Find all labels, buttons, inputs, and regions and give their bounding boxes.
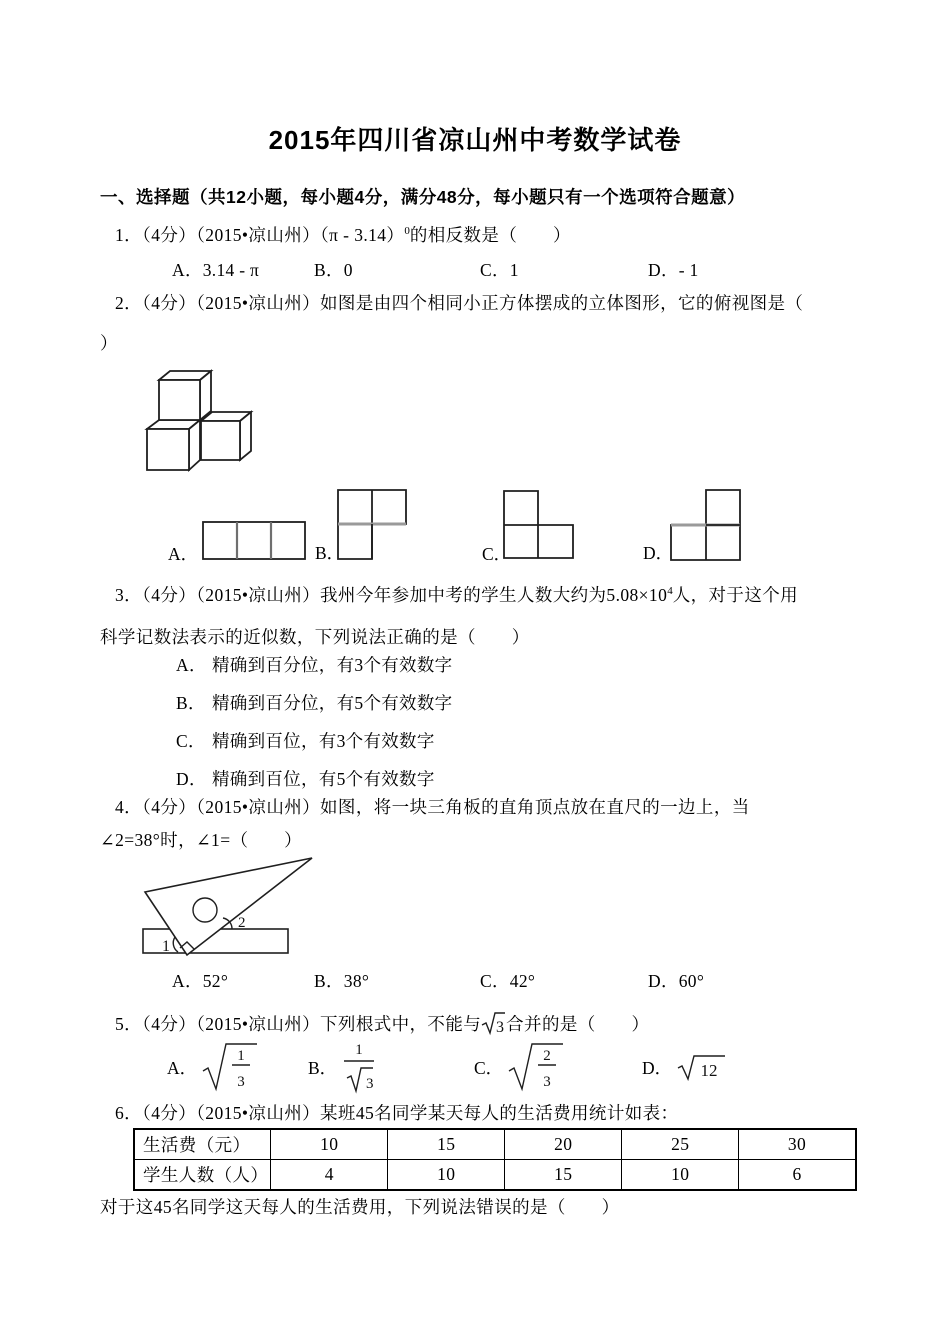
exponent: 0 [404,225,410,238]
table-cell: 15 [505,1160,622,1191]
svg-text:3: 3 [366,1076,374,1092]
q5-option-a: A． 1 3 [167,1038,259,1096]
cube-stack-figure [135,360,260,475]
svg-text:3: 3 [543,1074,551,1090]
question-4-stem-line1: 4．（4分）（2015•凉山州）如图，将一块三角板的直角顶点放在直尺的一边上，当 [115,797,750,817]
q5-option-c: C． 2 3 [474,1038,565,1096]
q2-option-c-label: C． [482,544,512,564]
fraction-1-over-sqrt3 [341,1038,377,1096]
q4-option-c: C．42° [480,971,536,991]
question-5-stem: 5．（4分）（2015•凉山州）下列根式中，不能与 3 合并的是（ ） [115,1010,649,1037]
q2-option-b-label: B． [315,543,345,563]
q3-option-d: D． 精确到百位，有5个有效数字 [176,769,435,789]
sqrt-fraction-2-3 [507,1039,565,1095]
section-heading: 一、选择题（共12小题，每小题4分，满分48分，每小题只有一个选项符合题意） [100,187,746,207]
question-3-stem-line1: 3．（4分）（2015•凉山州）我州今年参加中考的学生人数大约为$5.08\times 10^4$人，对于这个用 [115,585,799,605]
sqrt-fraction-1-3 [201,1039,259,1095]
table-cell: 4 [271,1160,388,1191]
q1-option-d: D．- 1 [648,260,699,280]
table-cell: 10 [271,1129,388,1160]
page-title: 2015年四川省凉山州中考数学试卷 [268,125,682,155]
top-view-option-c [503,490,575,560]
q1-option-a: A．3.14 - π [172,260,260,280]
q3-option-b: B． 精确到百分位，有5个有效数字 [176,693,453,713]
angle-1-label: 1 [162,938,170,955]
triangle-ruler-figure [118,848,353,960]
q4-option-b: B．38° [314,971,370,991]
table-cell: 生活费（元） [134,1129,271,1160]
angle-2-label: 2 [238,915,246,931]
q4-option-d: D．60° [648,971,705,991]
question-1-stem: 1．（4分）（2015•凉山州）（π - 3.14）$^0$的相反数是（ ） [115,225,571,245]
expense-table [133,1128,857,1191]
question-6-after-table: 对于这45名同学这天每人的生活费用，下列说法错误的是（ ） [100,1197,620,1217]
table-row-expense [134,1129,856,1160]
q1-option-c: C．1 [480,260,519,280]
q3-option-a: A． 精确到百分位，有3个有效数字 [176,655,453,675]
table-cell: 6 [739,1160,856,1191]
question-6-stem: 6．（4分）（2015•凉山州）某班45名同学某天每人的生活费用统计如表： [115,1103,679,1123]
svg-text:12: 12 [700,1061,718,1080]
top-view-option-b [337,489,409,561]
q1-option-b: B．0 [314,260,353,280]
table-cell: 25 [622,1129,739,1160]
q2-option-d-label: D． [643,543,674,563]
q3-option-c: C． 精确到百位，有3个有效数字 [176,731,435,751]
q5-option-d: D． 12 [642,1038,728,1096]
sqrt-3-inline [481,1010,506,1037]
exponent: 4 [667,585,673,598]
table-cell: 30 [739,1129,856,1160]
question-3-stem-line2: 科学记数法表示的近似数，下列说法正确的是（ ） [100,627,530,647]
top-view-option-d [670,489,742,562]
svg-text:1: 1 [237,1048,245,1064]
svg-text:1: 1 [355,1042,363,1058]
q2-option-a-label: A． [168,544,199,564]
question-2-stem-line2: ） [100,333,118,353]
table-cell: 10 [388,1160,505,1191]
svg-text:3: 3 [496,1019,505,1036]
table-cell: 学生人数（人） [134,1160,271,1191]
svg-text:2: 2 [543,1048,551,1064]
sqrt-12 [676,1052,728,1082]
table-row-students [134,1160,856,1191]
svg-text:3: 3 [237,1074,245,1090]
q4-option-a: A．52° [172,971,229,991]
question-2-stem-line1: 2．（4分）（2015•凉山州）如图是由四个相同小正方体摆成的立体图形，它的俯视图是（ [115,293,804,313]
top-view-option-a [202,521,306,561]
question-4-stem-line2: ∠2=38°时，∠1=（ ） [100,830,303,850]
q5-option-b: B． 1 3 [308,1038,377,1096]
table-cell: 10 [622,1160,739,1191]
table-cell: 20 [505,1129,622,1160]
table-cell: 15 [388,1129,505,1160]
